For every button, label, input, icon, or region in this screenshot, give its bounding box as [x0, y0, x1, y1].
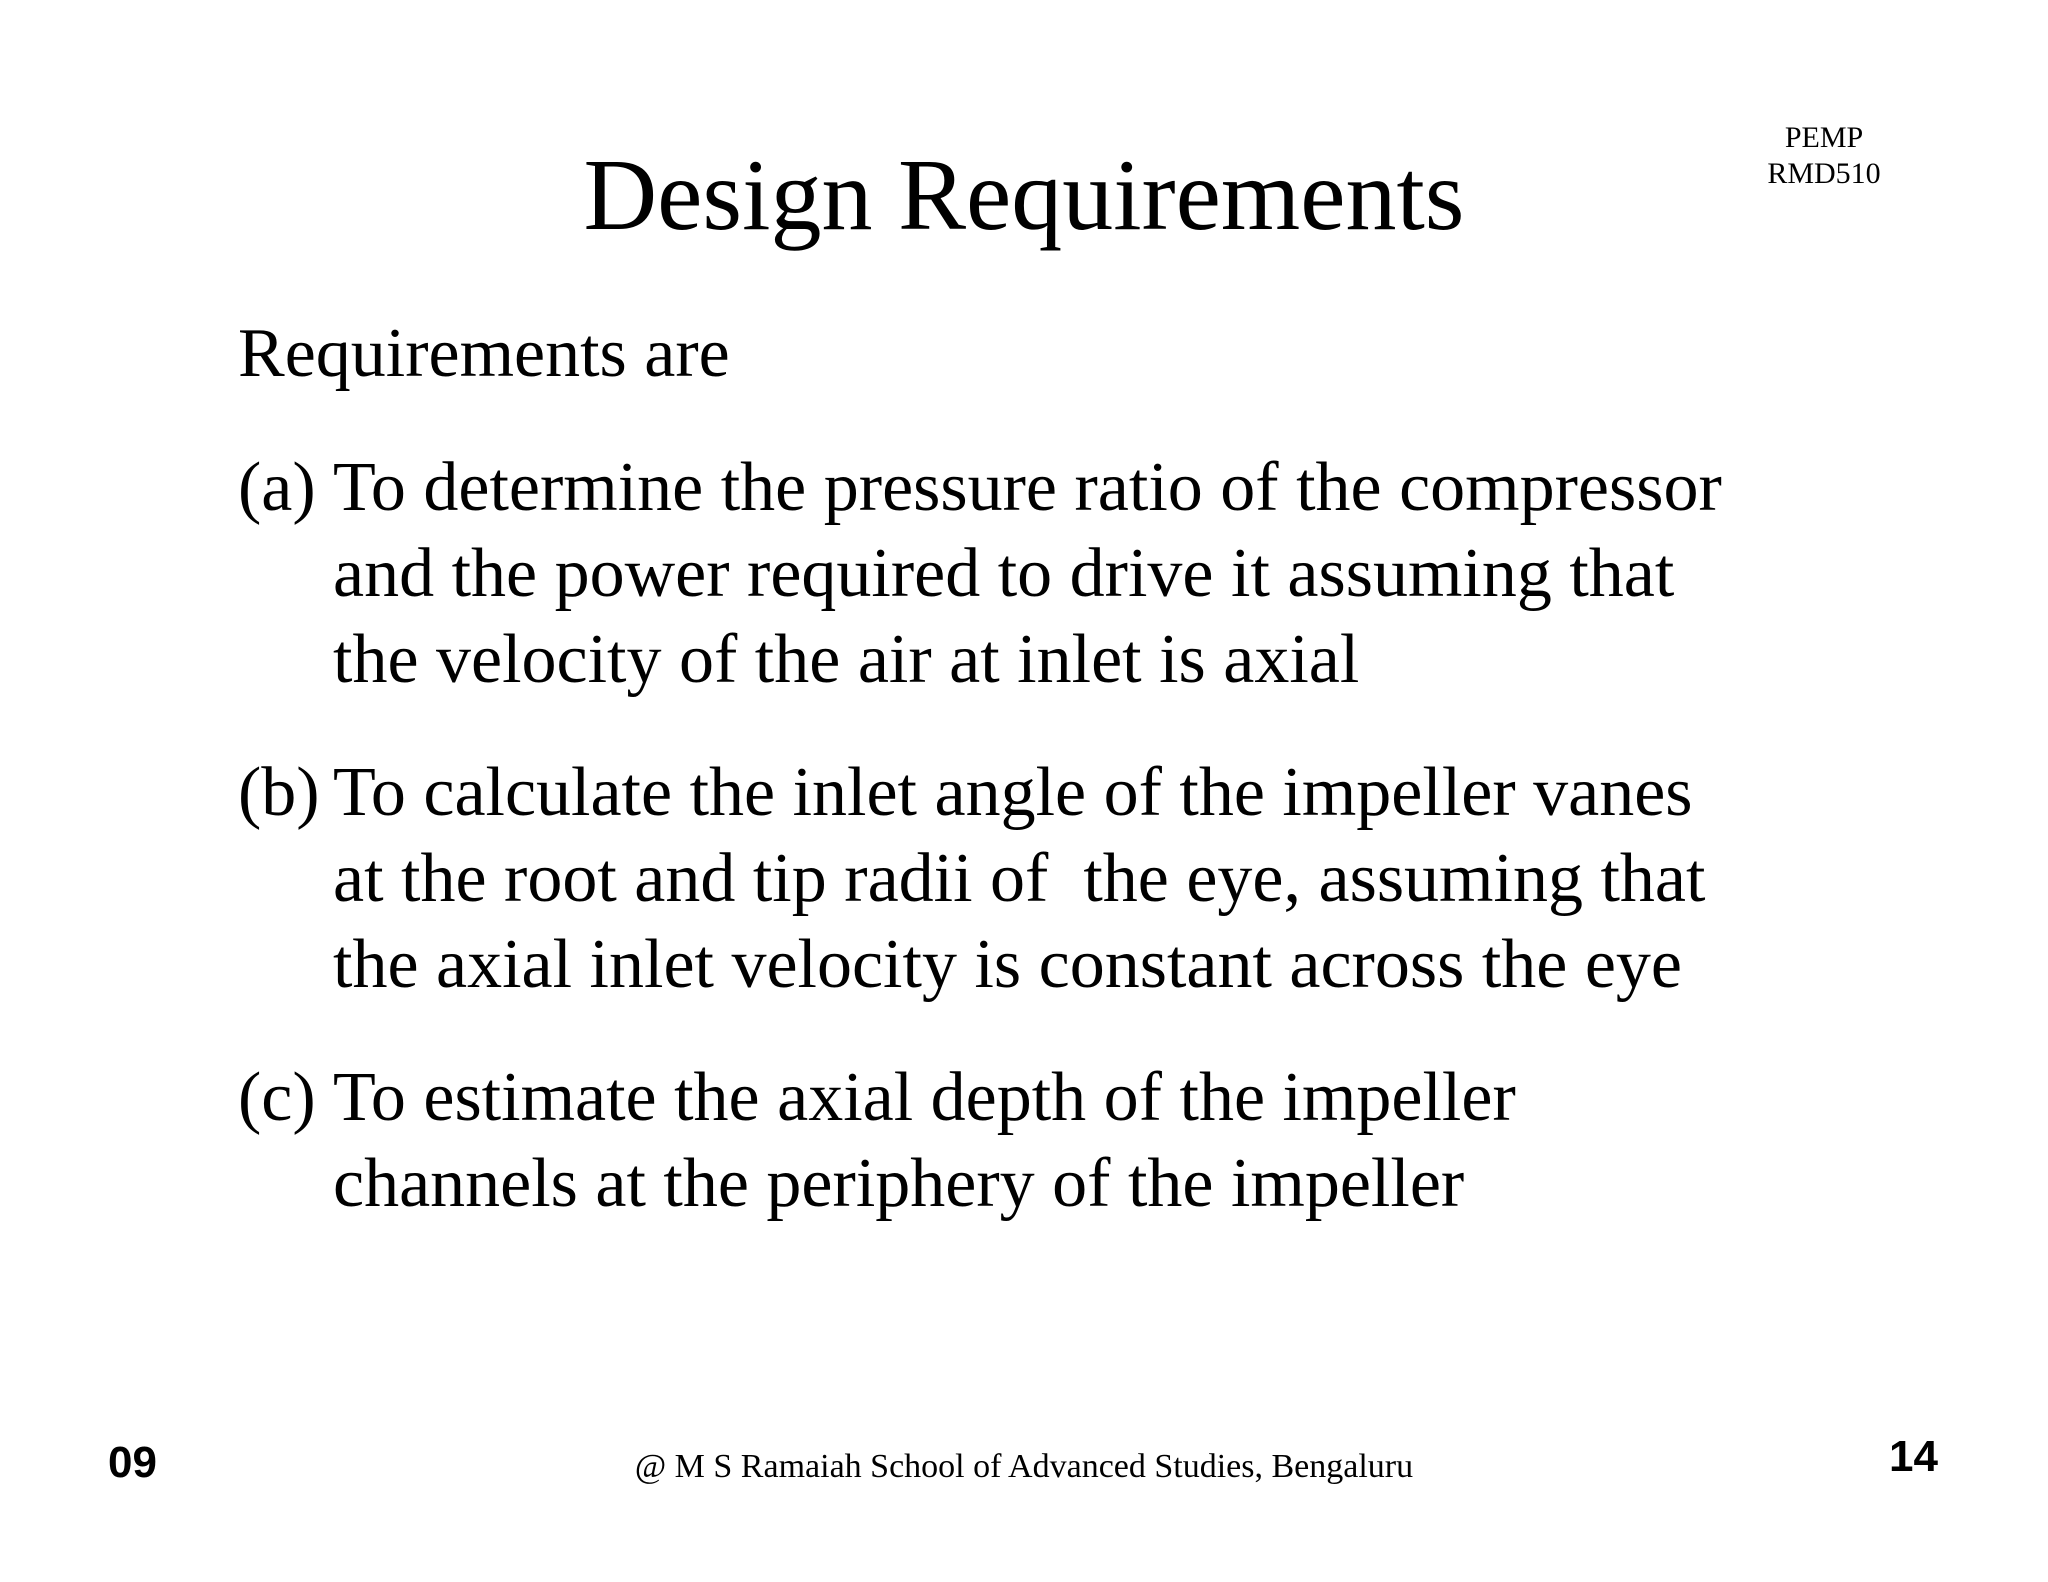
intro-text: Requirements are	[238, 315, 730, 392]
course-code-module: RMD510	[1767, 157, 1881, 190]
footer-copyright: @ M S Ramaiah School of Advanced Studies, Bengaluru	[634, 1448, 1414, 1485]
requirement-a	[238, 445, 1798, 703]
requirement-line: To determine the pressure ratio of the compressor	[333, 449, 1722, 526]
requirement-line: the velocity of the air at inlet is axial	[333, 621, 1360, 698]
requirement-line: channels at the periphery of the impeller	[333, 1145, 1465, 1222]
requirement-b	[238, 750, 1798, 1008]
requirement-line: and the power required to drive it assuming that	[333, 535, 1675, 612]
footer-module-number: 09	[108, 1438, 157, 1487]
requirement-line: at the root and tip radii of the eye, assuming that	[333, 840, 1706, 917]
requirement-marker: (a)	[238, 449, 316, 526]
footer-page-number: 14	[1889, 1432, 1938, 1481]
requirement-text	[333, 445, 1798, 703]
requirement-line: To estimate the axial depth of the impeller	[333, 1059, 1516, 1136]
requirement-marker: (c)	[238, 1059, 316, 1136]
requirement-text	[333, 1055, 1798, 1227]
page-title: Design Requirements	[583, 139, 1465, 252]
course-code-program: PEMP	[1784, 121, 1864, 154]
requirement-line: To calculate the inlet angle of the impeller vanes	[333, 754, 1693, 831]
requirement-text	[333, 750, 1798, 1008]
requirement-marker: (b)	[238, 754, 320, 831]
requirement-line: the axial inlet velocity is constant across the eye	[333, 926, 1683, 1003]
requirement-c	[238, 1055, 1798, 1227]
